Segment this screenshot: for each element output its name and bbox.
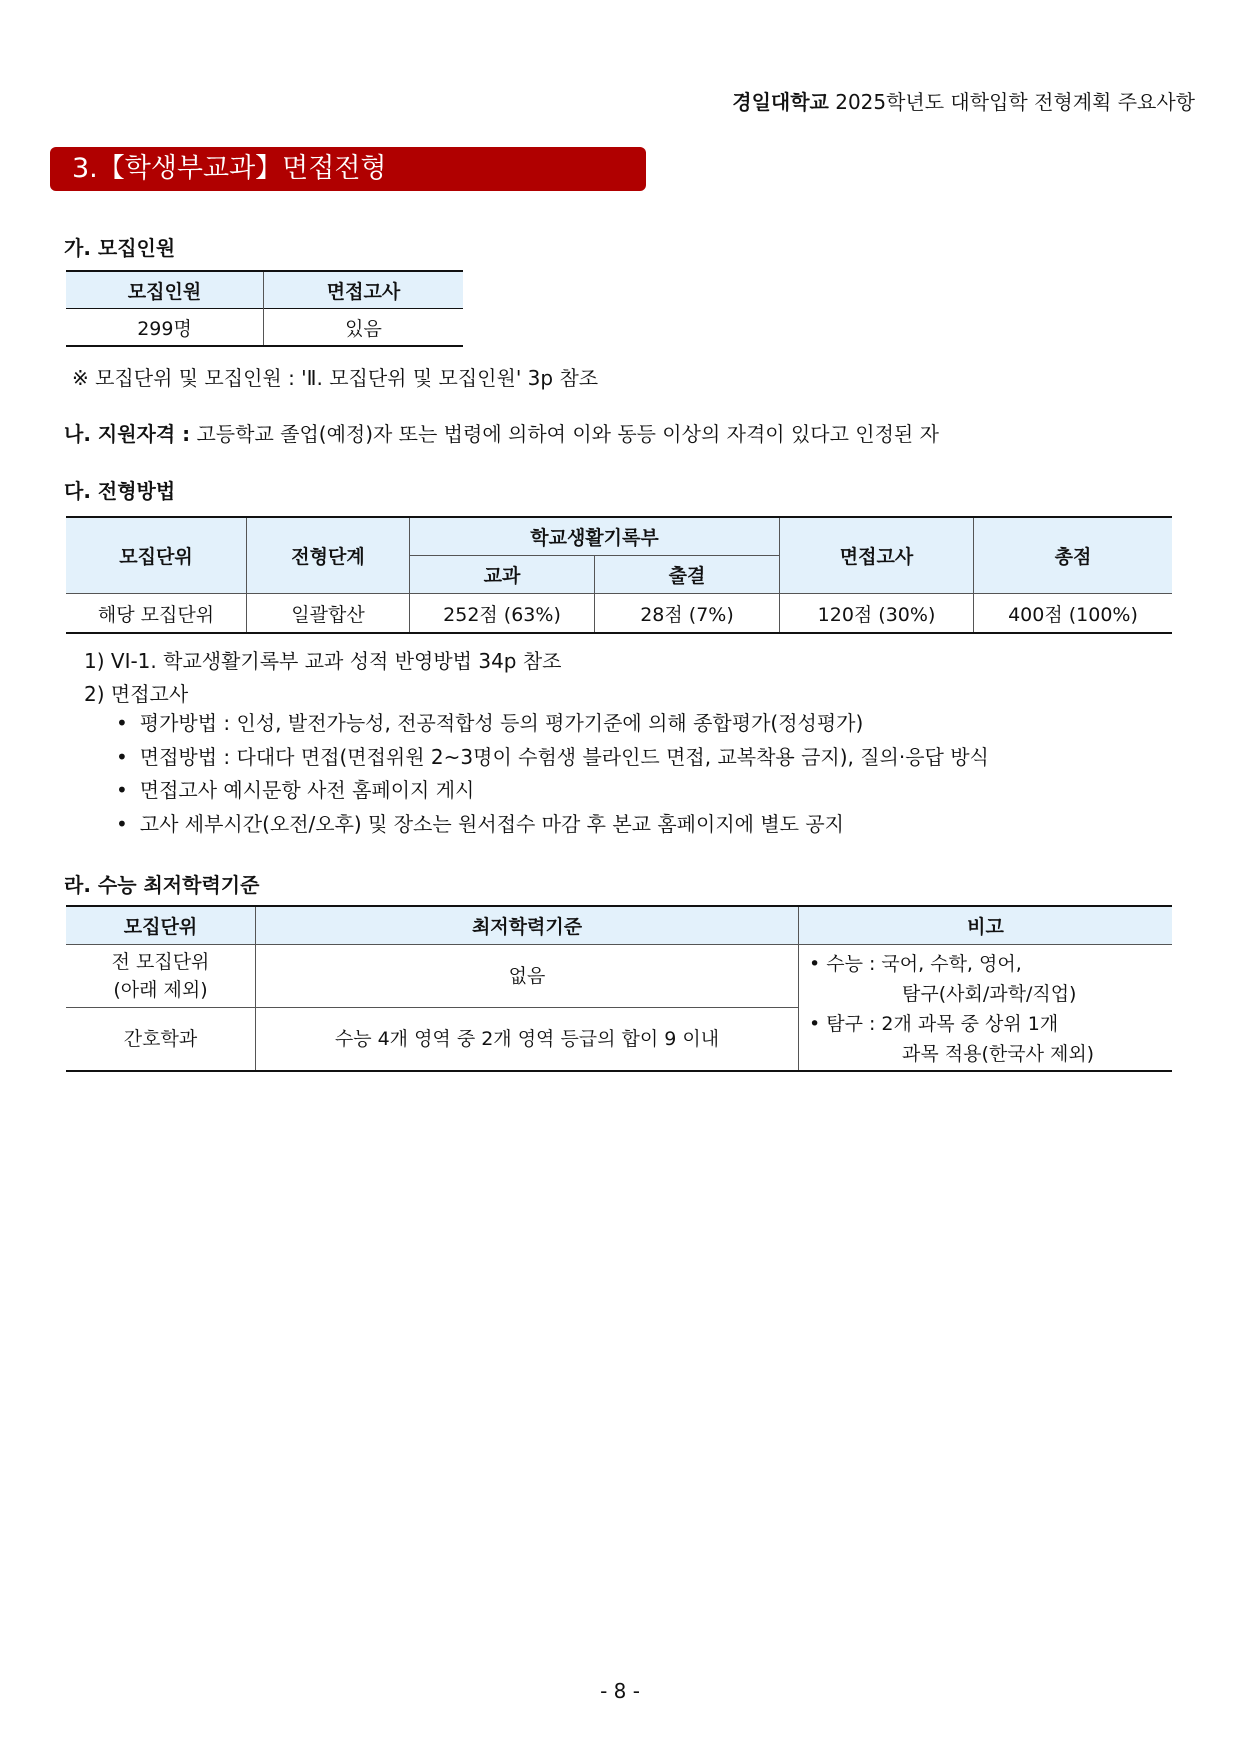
cell-remarks [799,945,1173,1072]
cell-recruit-count: 299명 [137,317,192,340]
heading-ga: 가. 모집인원 [64,236,176,260]
table-row [66,594,1172,634]
col-header-total: 총점 [974,517,1173,594]
cell-stage: 일괄합산 [247,594,410,634]
col-header-attendance: 출결 [595,556,780,594]
col-header-unit: 모집단위 [66,906,256,945]
remark-line: 탐구(사회/과학/직업) [902,983,1077,1005]
table-row [66,309,463,347]
list-item: • 평가방법 : 인성, 발전가능성, 전공적합성 등의 평가기준에 의해 종합평가(정성평가) [116,707,989,741]
eligibility-label: 나. 지원자격 : [64,422,191,446]
selection-method-table [66,516,1172,634]
cell-unit-all [66,945,256,1008]
col-header-standard: 최저학력기준 [256,906,799,945]
cell-standard-none: 없음 [256,945,799,1008]
col-header-unit: 모집단위 [66,517,247,594]
header-university: 경일대학교 [732,90,829,114]
table-row [66,945,1172,1008]
unit-all-line2: (아래 제외) [113,979,208,1001]
section-title-bar: 3.【학생부교과】면접전형 [50,147,646,191]
col-header-record: 학교생활기록부 [410,517,780,556]
cell-attendance-score: 28점 (7%) [595,594,780,634]
heading-ra: 라. 수능 최저학력기준 [64,873,260,897]
minimum-standard-table [66,905,1172,1072]
interview-bullets [116,707,989,841]
recruit-note: ※ 모집단위 및 모집인원 : 'Ⅱ. 모집단위 및 모집인원' 3p 참조 [72,366,599,390]
col-header-interview: 면접고사 [264,271,464,309]
col-header-remarks: 비고 [799,906,1173,945]
remark-line: • 수능 : 국어, 수학, 영어, [809,953,1022,975]
cell-unit: 해당 모집단위 [66,594,247,634]
cell-interview-score: 120점 (30%) [780,594,974,634]
cell-total-score: 400점 (100%) [974,594,1173,634]
col-header-stage: 전형단계 [247,517,410,594]
cell-interview: 있음 [264,309,464,347]
list-item: • 면접방법 : 다대다 면접(면접위원 2~3명이 수험생 블라인드 면접, 교복착용 금지), 질의·응답 방식 [116,741,989,775]
cell-standard-nursing: 수능 4개 영역 중 2개 영역 등급의 합이 9 이내 [256,1008,799,1072]
col-header-recruit: 모집인원 [66,271,264,309]
cell-subject-score: 252점 (63%) [410,594,595,634]
cell-unit-nursing: 간호학과 [66,1008,256,1072]
eligibility [64,418,939,447]
note-2: 2) 면접고사 [84,682,189,706]
page-number: - 8 - [600,1679,640,1703]
note-1: 1) VI-1. 학교생활기록부 교과 성적 반영방법 34p 참조 [84,649,562,673]
list-item: • 면접고사 예시문항 사전 홈페이지 게시 [116,774,989,808]
eligibility-text: 고등학교 졸업(예정)자 또는 법령에 의하여 이와 동등 이상의 자격이 있다고 인정된 자 [196,422,939,446]
recruit-table [66,270,463,347]
page-header [732,86,1195,115]
list-item: • 고사 세부시간(오전/오후) 및 장소는 원서접수 마감 후 본교 홈페이지에 별도 공지 [116,808,989,842]
unit-all-line1: 전 모집단위 [111,951,210,973]
remark-line: 과목 적용(한국사 제외) [902,1043,1095,1065]
header-title: 2025학년도 대학입학 전형계획 주요사항 [835,90,1195,114]
heading-da: 다. 전형방법 [64,479,176,503]
col-header-interview: 면접고사 [780,517,974,594]
col-header-subject: 교과 [410,556,595,594]
remark-line: • 탐구 : 2개 과목 중 상위 1개 [809,1013,1059,1035]
